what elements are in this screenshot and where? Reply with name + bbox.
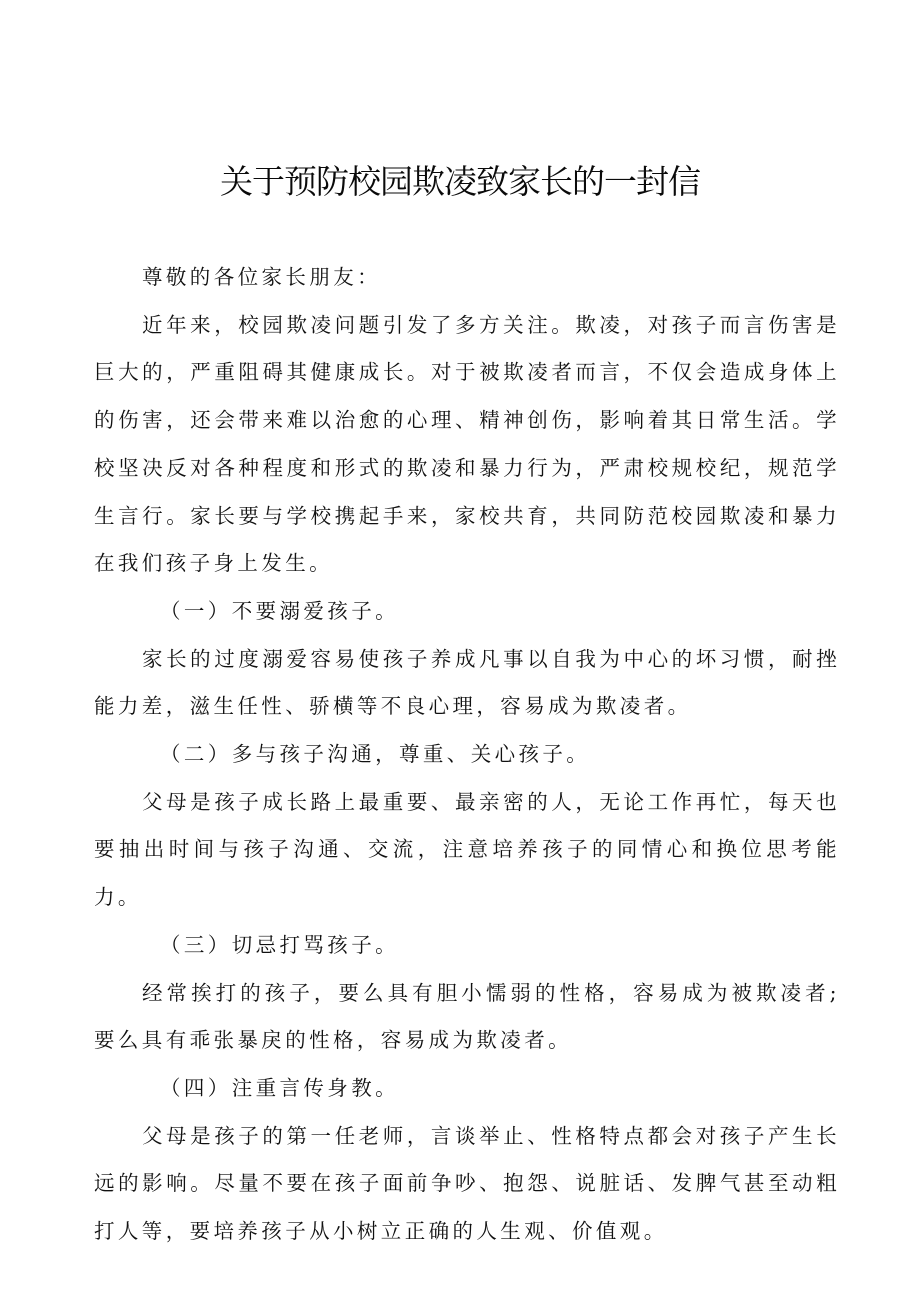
section-heading-4: （四）注重言传身教。 xyxy=(160,1075,399,1100)
intro-paragraph: 近年来，校园欺凌问题引发了多方关注。欺凌，对孩子而言伤害是巨大的，严重阻碍其健康成长。对于被欺凌者而言，不仅会造成身体上的伤害，还会带来难以治愈的心理、精神创伤，影响着其日常生活。学校坚决反对各种程度和形式的欺凌和暴力行为，严肃校规校纪，规范学生言行。家长要与学校携起手来，家校共育，共同防范校园欺凌和暴力在我们孩子身上发生。 xyxy=(94,312,840,576)
section-heading-1: （一）不要溺爱孩子。 xyxy=(160,598,399,623)
section-paragraph-1: 家长的过度溺爱容易使孩子养成凡事以自我为中心的坏习惯，耐挫能力差，滋生任性、骄横等不良心理，容易成为欺凌者。 xyxy=(94,646,840,719)
section-paragraph-3: 经常挨打的孩子，要么具有胆小懦弱的性格，容易成为被欺凌者;要么具有乖张暴戾的性格，容易成为欺凌者。 xyxy=(94,980,840,1053)
letter-body xyxy=(94,254,840,1256)
section-paragraph-2: 父母是孩子成长路上最重要、最亲密的人，无论工作再忙，每天也要抽出时间与孩子沟通、交流，注意培养孩子的同情心和换位思考能力。 xyxy=(94,789,840,910)
section-paragraph-4: 父母是孩子的第一任老师，言谈举止、性格特点都会对孩子产生长远的影响。尽量不要在孩子面前争吵、抱怨、说脏话、发脾气甚至动粗打人等，要培养孩子从小树立正确的人生观、价值观。 xyxy=(94,1123,840,1244)
section-heading-3: （三）切忌打骂孩子。 xyxy=(160,932,399,957)
salutation: 尊敬的各位家长朋友： xyxy=(142,265,381,289)
section-heading-2: （二）多与孩子沟通，尊重、关心孩子。 xyxy=(160,742,591,767)
document-title: 关于预防校园欺凌致家长的一封信 xyxy=(220,162,700,201)
